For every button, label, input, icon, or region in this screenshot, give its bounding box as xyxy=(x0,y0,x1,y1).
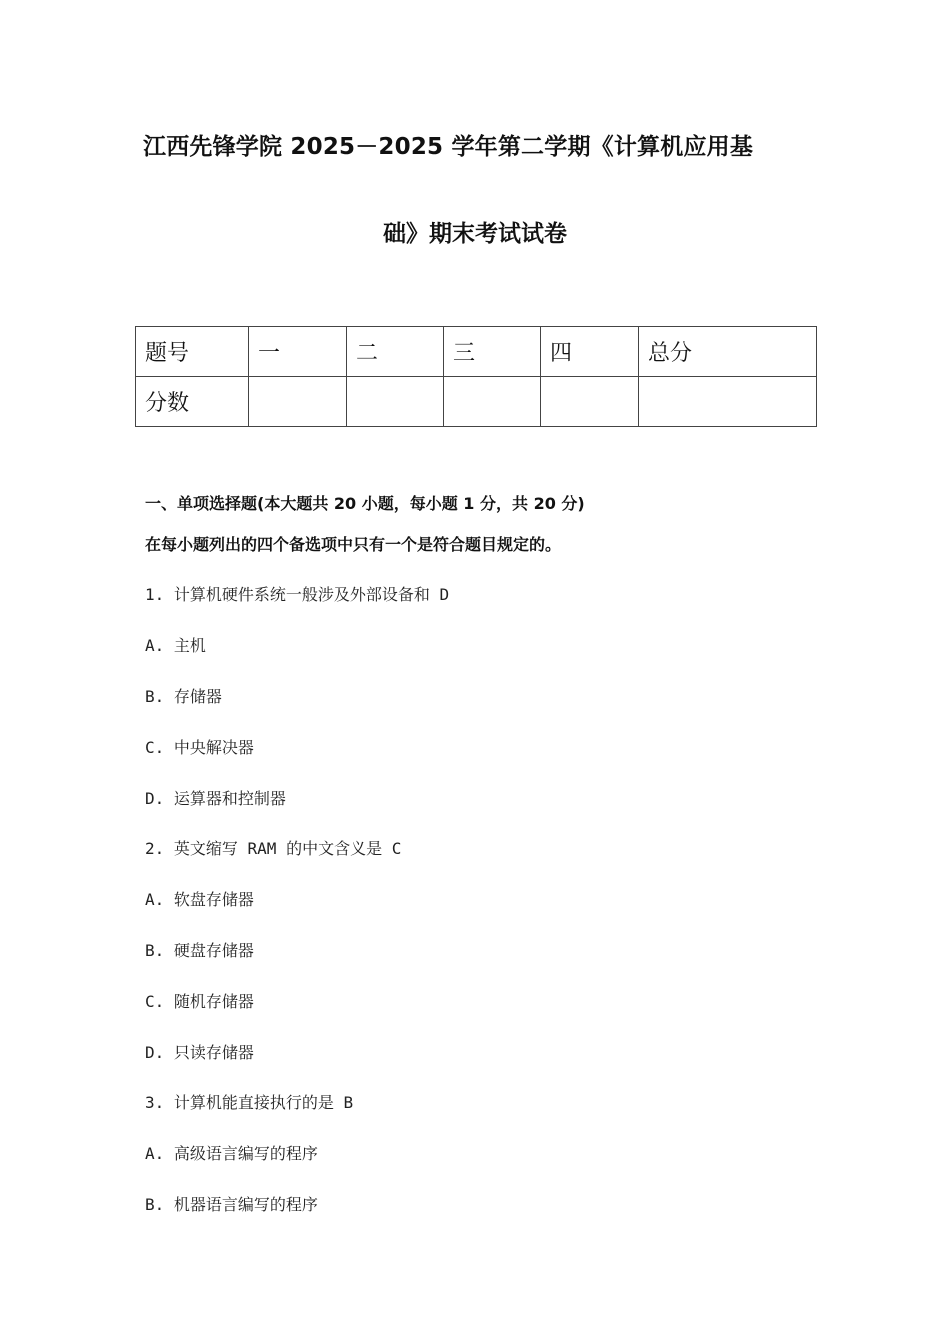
question-stem: 1. 计算机硬件系统一般涉及外部设备和 D xyxy=(145,585,450,604)
score-table-cell: 二 xyxy=(347,327,444,377)
score-table-header-row xyxy=(136,327,817,377)
score-table-cell: 分数 xyxy=(136,377,249,427)
exam-title-line2: 础》期末考试试卷 xyxy=(383,221,567,247)
exam-title-line1: 江西先锋学院 2025－2025 学年第二学期《计算机应用基 xyxy=(143,134,754,160)
score-table-cell: 一 xyxy=(249,327,347,377)
question-option: A. 主机 xyxy=(145,636,206,655)
question-option: D. 运算器和控制器 xyxy=(145,789,286,808)
score-table-cell: 题号 xyxy=(136,327,249,377)
score-table-score-row xyxy=(136,377,817,427)
question-option: A. 高级语言编写的程序 xyxy=(145,1144,318,1163)
score-table xyxy=(135,326,817,427)
question-option: B. 存储器 xyxy=(145,687,222,706)
section-heading: 一、单项选择题(本大题共 20 小题，每小题 1 分，共 20 分) xyxy=(145,494,585,513)
score-table-cell xyxy=(639,377,817,427)
score-table-cell xyxy=(444,377,541,427)
question-option: C. 中央解决器 xyxy=(145,738,254,757)
score-table-cell xyxy=(347,377,444,427)
section-instruction: 在每小题列出的四个备选项中只有一个是符合题目规定的。 xyxy=(145,535,562,554)
question-option: D. 只读存储器 xyxy=(145,1043,254,1062)
question-option: B. 硬盘存储器 xyxy=(145,941,254,960)
question-option: B. 机器语言编写的程序 xyxy=(145,1195,318,1214)
question-stem: 2. 英文缩写 RAM 的中文含义是 C xyxy=(145,839,402,858)
question-option: C. 随机存储器 xyxy=(145,992,254,1011)
score-table-cell: 四 xyxy=(541,327,639,377)
score-table-cell: 三 xyxy=(444,327,541,377)
question-stem: 3. 计算机能直接执行的是 B xyxy=(145,1093,354,1112)
question-option: A. 软盘存储器 xyxy=(145,890,254,909)
score-table-cell xyxy=(541,377,639,427)
score-table-cell xyxy=(249,377,347,427)
score-table-cell: 总分 xyxy=(639,327,817,377)
